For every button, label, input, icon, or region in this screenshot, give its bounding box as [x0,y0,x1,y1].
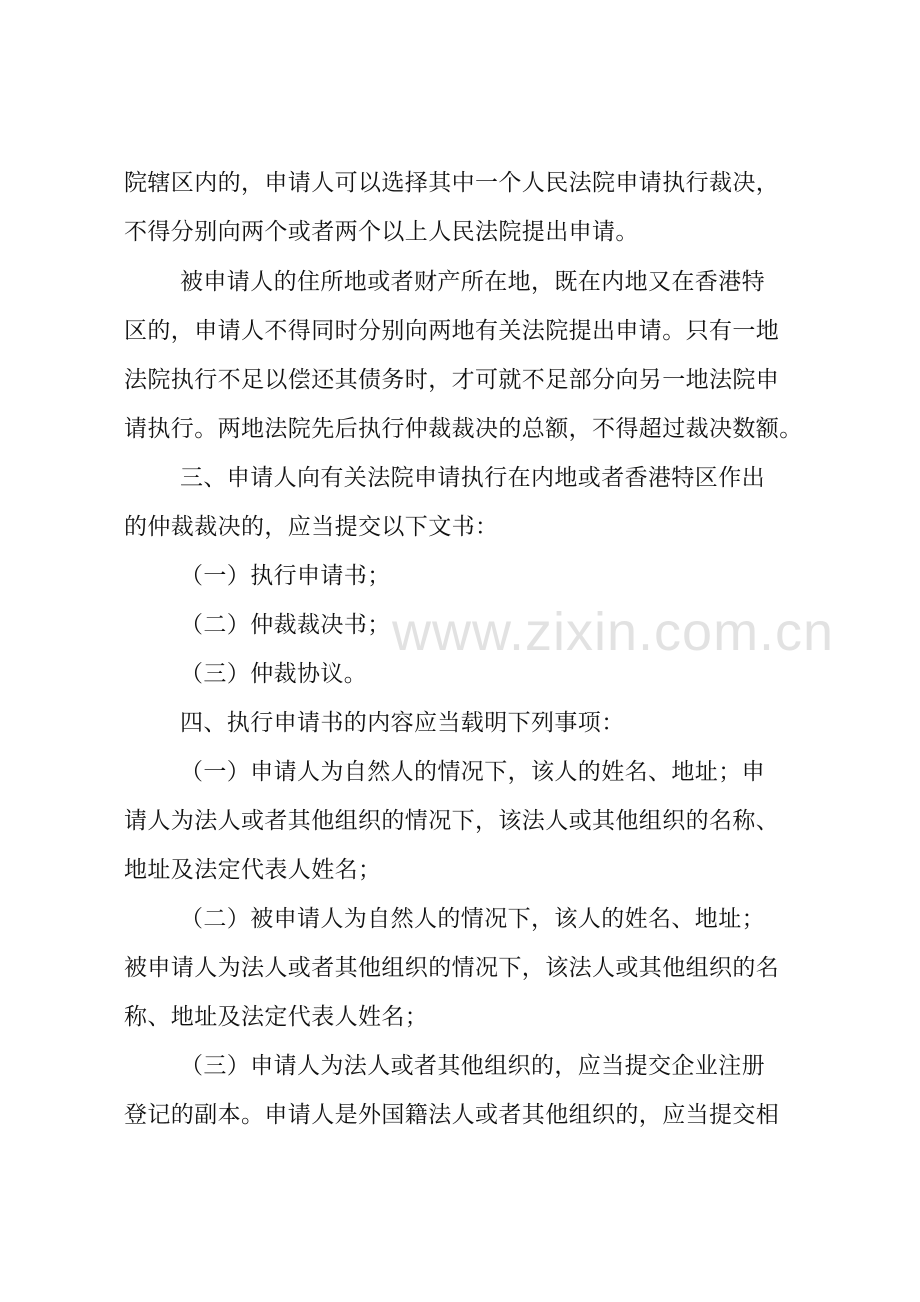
text-line: （二）被申请人为自然人的情况下，该人的姓名、地址； [180,906,765,932]
text-line: 登记的副本。申请人是外国籍法人或者其他组织的，应当提交相 [124,1102,780,1128]
text-line: 请执行。两地法院先后执行仲裁裁决的总额，不得超过裁决数额。 [124,416,803,442]
text-line: 四、执行申请书的内容应当载明下列事项： [180,710,625,736]
text-line: 的仲裁裁决的，应当提交以下文书： [124,514,499,540]
text-line: 被申请人为法人或者其他组织的情况下，该法人或其他组织的名 [124,955,780,981]
text-line: （二）仲裁裁决书； [180,612,391,638]
text-line: 院辖区内的，申请人可以选择其中一个人民法院申请执行裁决， [124,170,780,196]
text-line: 不得分别向两个或者两个以上人民法院提出申请。 [124,219,639,245]
text-line: （三）申请人为法人或者其他组织的，应当提交企业注册 [180,1053,765,1079]
text-line: 被申请人的住所地或者财产所在地，既在内地又在香港特 [180,269,765,295]
text-line: 三、申请人向有关法院申请执行在内地或者香港特区作出 [180,465,765,491]
text-line: （一）执行申请书； [180,563,391,589]
text-line: （三）仲裁协议。 [180,661,368,687]
watermark-text: www.zixin.com.cn [392,602,835,662]
text-line: 称、地址及法定代表人姓名； [124,1004,429,1030]
text-line: 地址及法定代表人姓名； [124,857,382,883]
text-line: 区的，申请人不得同时分别向两地有关法院提出申请。只有一地 [124,318,780,344]
text-line: 请人为法人或者其他组织的情况下，该法人或其他组织的名称、 [124,808,780,834]
text-line: 法院执行不足以偿还其债务时，才可就不足部分向另一地法院申 [124,367,780,393]
text-line: （一）申请人为自然人的情况下，该人的姓名、地址；申 [180,759,765,785]
